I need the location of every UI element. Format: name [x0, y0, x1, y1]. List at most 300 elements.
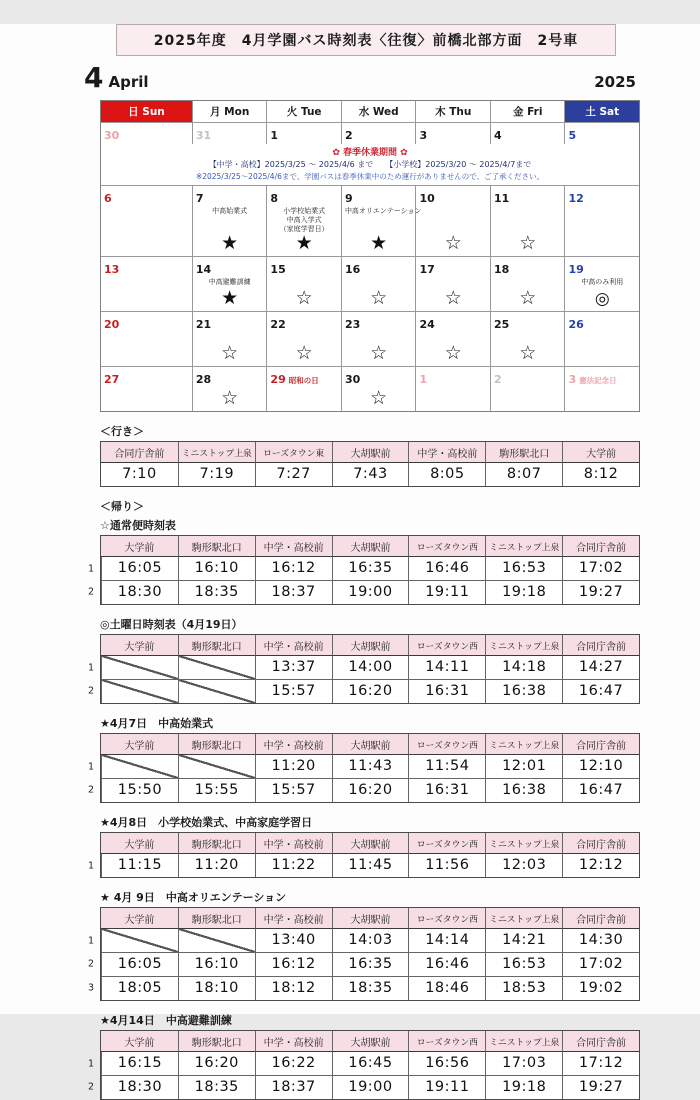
timetable-header-cell: 大胡駅前	[332, 908, 409, 929]
calendar-date-line	[270, 124, 338, 143]
timetable-header-row	[101, 908, 639, 929]
time-cell: 14:14	[408, 929, 485, 952]
calendar-day-cell	[490, 367, 565, 411]
timetable-header-cell: 駒形駅北口	[178, 635, 255, 656]
spring-break-title: ✿ 春季休業期間 ✿	[332, 148, 408, 158]
time-cell: 14:03	[332, 929, 409, 952]
time-cell: 16:46	[408, 952, 485, 976]
time-cell: 16:35	[332, 952, 409, 976]
timetable-header-cell: ローズタウン西	[408, 833, 485, 854]
timetable-header-cell: 大胡駅前	[332, 536, 409, 557]
timetable-section-label: ＜帰り＞	[100, 500, 144, 514]
calendar-header-row	[101, 101, 639, 122]
calendar-date-line	[196, 368, 264, 387]
calendar-day-cell	[490, 312, 565, 366]
calendar-week-row-2	[101, 185, 639, 256]
calendar-date-line	[494, 258, 562, 277]
calendar	[100, 100, 640, 412]
calendar-day-cell	[101, 257, 192, 311]
timetable-header-cell: 合同庁舎前	[562, 635, 639, 656]
timetable-header-cell: 大胡駅前	[332, 833, 409, 854]
calendar-date: 8	[270, 192, 279, 205]
calendar-date: 23	[344, 318, 361, 332]
calendar-date-line	[196, 313, 264, 332]
calendar-date-line	[104, 313, 189, 332]
time-cell: 15:55	[178, 778, 255, 802]
document-title: 2025年度 4月学園バス時刻表〈往復〉前橋北部方面 2号車	[116, 24, 616, 56]
row-number: 3	[88, 982, 95, 994]
timetable-header-cell: 合同庁舎前	[562, 1031, 639, 1052]
time-cell: 19:02	[562, 976, 639, 1000]
timetable-row	[88, 1075, 639, 1099]
content-area	[82, 24, 640, 1100]
calendar-date: 3	[419, 129, 428, 142]
time-cell: 16:53	[485, 557, 562, 580]
time-cell: 11:22	[255, 854, 332, 877]
calendar-day-note	[568, 278, 636, 287]
timetable-header-cell: 大学前	[101, 1031, 178, 1052]
timetable-row	[88, 580, 639, 604]
timetable-title: ★4月14日 中高避難訓練	[100, 1014, 232, 1028]
time-cell: 18:46	[408, 976, 485, 1000]
calendar-date-line	[270, 313, 338, 332]
time-cell: 16:10	[178, 557, 255, 580]
timetable-header-cell: ミニストップ上泉	[485, 908, 562, 929]
time-cell: 7:27	[255, 463, 332, 486]
calendar-day-cell	[101, 123, 192, 144]
calendar-date-line	[494, 124, 562, 143]
timetable-header-cell: 中学・高校前	[255, 635, 332, 656]
time-cell: 19:27	[562, 1075, 639, 1099]
calendar-date-line	[104, 258, 189, 277]
calendar-date-line	[419, 368, 487, 387]
calendar-day-note	[196, 278, 264, 287]
time-cell: 14:27	[562, 656, 639, 679]
weekday-header-sun: 日 Sun	[101, 101, 192, 122]
calendar-day-cell	[192, 123, 267, 144]
timetable-header-cell: 中学・高校前	[255, 1031, 332, 1052]
timetable-header-cell: ミニストップ上泉	[485, 734, 562, 755]
timetable	[88, 733, 640, 803]
open-star-icon: ☆	[295, 287, 313, 310]
time-cell: 16:10	[178, 952, 255, 976]
timetable-header-cell: 大学前	[101, 734, 178, 755]
time-cell: 14:18	[485, 656, 562, 679]
calendar-date: 15	[270, 263, 286, 277]
calendar-day-cell	[192, 257, 267, 311]
time-cell: 18:30	[101, 580, 178, 604]
open-star-icon: ☆	[519, 287, 537, 310]
spring-break-notice	[101, 144, 639, 185]
empty-slash-cell	[178, 679, 255, 703]
calendar-date-line	[270, 258, 338, 277]
calendar-date-line	[494, 187, 562, 206]
time-cell: 18:30	[101, 1075, 178, 1099]
time-cell: 16:05	[101, 557, 178, 580]
calendar-date: 29	[270, 373, 286, 387]
calendar-day-cell	[341, 257, 416, 311]
timetable-header-cell: ローズタウン西	[408, 1031, 485, 1052]
timetable-header-cell: 中学・高校前	[255, 908, 332, 929]
filled-star-icon: ★	[295, 232, 313, 255]
timetable-header-cell: 合同庁舎前	[562, 908, 639, 929]
timetable-header-row	[101, 442, 639, 463]
timetable-block-4	[82, 715, 640, 803]
calendar-date: 17	[419, 263, 435, 277]
calendar-date-line	[345, 124, 413, 143]
double-circle-icon: ◎	[594, 289, 610, 310]
open-star-icon: ☆	[221, 387, 239, 410]
filled-star-icon: ★	[370, 232, 388, 255]
calendar-day-note-line: 中高始業式	[212, 207, 248, 215]
calendar-day-cell	[266, 312, 341, 366]
calendar-date: 31	[195, 129, 212, 142]
time-cell: 18:53	[485, 976, 562, 1000]
calendar-day-cell	[564, 367, 639, 411]
timetable-header-cell: 中学・高校前	[255, 833, 332, 854]
time-cell: 16:12	[255, 952, 332, 976]
timetable-row	[88, 854, 639, 877]
calendar-date-line	[196, 258, 264, 277]
time-cell: 16:56	[408, 1052, 485, 1075]
time-cell: 18:35	[332, 976, 409, 1000]
time-cell: 17:03	[485, 1052, 562, 1075]
calendar-date-line	[345, 187, 413, 206]
time-cell: 18:05	[101, 976, 178, 1000]
timetable-block-6	[82, 889, 640, 1001]
time-cell: 14:00	[332, 656, 409, 679]
calendar-day-note-line: 中高避難訓練	[208, 278, 251, 287]
calendar-day-cell	[341, 123, 416, 144]
time-cell: 11:54	[408, 755, 485, 778]
calendar-week-row-4	[101, 311, 639, 366]
calendar-date: 26	[568, 318, 584, 332]
timetable-row	[88, 952, 639, 976]
row-number: 1	[88, 935, 95, 947]
calendar-day-note	[270, 207, 338, 234]
row-number: 2	[88, 1081, 95, 1093]
weekday-header-sat: 土 Sat	[564, 101, 639, 122]
timetable-header-cell: 駒形駅北口	[485, 442, 562, 463]
time-cell: 18:35	[178, 580, 255, 604]
calendar-day-note	[344, 207, 422, 216]
time-cell: 13:37	[255, 656, 332, 679]
timetable-header-cell: 大胡駅前	[332, 1031, 409, 1052]
timetable-header-cell: 大胡駅前	[332, 635, 409, 656]
timetable-header-cell: 大胡駅前	[332, 734, 409, 755]
timetable-header-cell: 大学前	[562, 442, 639, 463]
time-cell: 12:03	[485, 854, 562, 877]
timetable	[88, 634, 640, 704]
calendar-date: 24	[419, 318, 435, 332]
calendar-date-line	[419, 124, 487, 143]
calendar-date: 25	[493, 318, 510, 332]
open-star-icon: ☆	[370, 287, 388, 310]
time-cell: 8:07	[485, 463, 562, 486]
calendar-day-cell	[266, 367, 341, 411]
timetable-header-row	[101, 536, 639, 557]
timetable-header-cell: 駒形駅北口	[178, 734, 255, 755]
open-star-icon: ☆	[444, 342, 462, 365]
scanned-timetable-page	[0, 24, 700, 1096]
calendar-day-cell	[415, 123, 490, 144]
calendar-date: 21	[195, 318, 212, 332]
calendar-holiday-label: 憲法記念日	[579, 376, 617, 386]
time-cell: 15:57	[255, 778, 332, 802]
calendar-week-row-3	[101, 256, 639, 311]
calendar-date: 2	[493, 373, 502, 387]
calendar-date-line	[270, 187, 338, 206]
month-header	[84, 61, 640, 94]
timetable	[100, 441, 640, 487]
timetable-header-row	[101, 734, 639, 755]
timetable-header-cell: ローズタウン西	[408, 536, 485, 557]
time-cell: 19:00	[332, 580, 409, 604]
timetable-header-cell: 大学前	[101, 536, 178, 557]
weekday-header-tue: 火 Tue	[266, 101, 341, 122]
timetable-title: ★4月7日 中高始業式	[100, 717, 214, 731]
time-cell: 16:46	[408, 557, 485, 580]
time-cell: 11:20	[255, 755, 332, 778]
time-cell: 14:21	[485, 929, 562, 952]
time-cell: 16:35	[332, 557, 409, 580]
open-star-icon: ☆	[519, 342, 537, 365]
open-star-icon: ☆	[370, 342, 388, 365]
timetable-header-cell: ローズタウン西	[408, 908, 485, 929]
calendar-day-cell	[415, 186, 490, 256]
calendar-date: 7	[195, 192, 204, 205]
time-cell: 12:12	[562, 854, 639, 877]
time-cell: 16:31	[408, 778, 485, 802]
calendar-day-cell	[564, 123, 639, 144]
timetable-header-cell: 駒形駅北口	[178, 1031, 255, 1052]
timetable-block-7	[82, 1012, 640, 1100]
calendar-date-line	[494, 313, 562, 332]
calendar-date: 9	[344, 192, 353, 205]
calendar-dates-grid	[101, 257, 639, 311]
calendar-day-cell	[415, 312, 490, 366]
calendar-date: 3	[568, 373, 577, 387]
calendar-day-cell	[192, 367, 267, 411]
timetable-header-cell: ローズタウン東	[255, 442, 332, 463]
row-number: 1	[88, 761, 95, 773]
time-cell: 16:15	[101, 1052, 178, 1075]
calendar-date-line	[568, 313, 636, 332]
empty-slash-cell	[101, 929, 178, 952]
calendar-day-cell	[415, 367, 490, 411]
calendar-date: 20	[104, 318, 120, 332]
calendar-day-cell	[192, 186, 267, 256]
calendar-dates-strip	[101, 123, 639, 144]
calendar-day-cell	[415, 257, 490, 311]
timetable-header-cell: 中学・高校前	[408, 442, 485, 463]
calendar-day-cell	[490, 123, 565, 144]
calendar-date: 2	[344, 129, 353, 142]
calendar-day-cell	[490, 257, 565, 311]
timetable-header-cell: ローズタウン西	[408, 734, 485, 755]
calendar-day-note-line: 中高のみ利用	[581, 278, 624, 287]
timetable	[88, 535, 640, 605]
calendar-date-line	[196, 187, 264, 206]
calendar-day-cell	[266, 186, 341, 256]
timetable-header-cell: 合同庁舎前	[562, 734, 639, 755]
calendar-day-cell	[101, 312, 192, 366]
row-number: 2	[88, 958, 95, 970]
timetable-header-cell: ローズタウン西	[408, 635, 485, 656]
calendar-dates-grid	[101, 367, 639, 411]
calendar-day-cell	[266, 123, 341, 144]
spring-break-dates: 【中学・高校】2025/3/25 ～ 2025/4/6 まで 【小学校】2025/3/20 ～ 2025/4/7まで	[208, 160, 532, 169]
spring-break-warning: ※2025/3/25～2025/4/6まで、学園バスは春季休業中のため運行がありませんので、ご了承ください。	[195, 172, 545, 181]
timetable-header-cell: ミニストップ上泉	[485, 833, 562, 854]
row-number: 1	[88, 563, 95, 575]
open-star-icon: ☆	[444, 287, 462, 310]
time-cell: 19:27	[562, 580, 639, 604]
calendar-date: 18	[493, 263, 510, 277]
open-star-icon: ☆	[295, 342, 313, 365]
weekday-header-wed: 水 Wed	[341, 101, 416, 122]
time-cell: 17:02	[562, 557, 639, 580]
calendar-date: 19	[568, 263, 584, 277]
timetable-header-cell: 合同庁舎前	[101, 442, 178, 463]
calendar-date-line	[568, 187, 636, 206]
time-cell: 19:18	[485, 580, 562, 604]
calendar-date: 5	[568, 129, 577, 142]
row-number: 2	[88, 784, 95, 796]
time-cell: 19:00	[332, 1075, 409, 1099]
time-cell: 18:37	[255, 1075, 332, 1099]
calendar-date-line	[419, 187, 487, 206]
row-number: 2	[88, 685, 95, 697]
time-cell: 11:15	[101, 854, 178, 877]
timetable-header-row	[101, 635, 639, 656]
time-cell: 19:11	[408, 1075, 485, 1099]
calendar-week-row-1	[101, 122, 639, 185]
time-cell: 16:05	[101, 952, 178, 976]
time-cell: 11:56	[408, 854, 485, 877]
time-cell: 16:53	[485, 952, 562, 976]
open-star-icon: ☆	[519, 232, 537, 255]
time-cell: 12:01	[485, 755, 562, 778]
time-cell: 16:20	[178, 1052, 255, 1075]
time-cell: 18:35	[178, 1075, 255, 1099]
calendar-date-line	[345, 258, 413, 277]
timetable-header-cell: 駒形駅北口	[178, 833, 255, 854]
calendar-date: 1	[419, 373, 428, 387]
calendar-date-line	[419, 258, 487, 277]
filled-star-icon: ★	[221, 287, 239, 310]
open-star-icon: ☆	[221, 342, 239, 365]
timetable	[88, 1030, 640, 1100]
calendar-date: 4	[493, 129, 502, 142]
calendar-date: 1	[270, 129, 279, 142]
calendar-date-line	[104, 368, 189, 387]
calendar-dates-grid	[101, 312, 639, 366]
empty-slash-cell	[178, 656, 255, 679]
timetable-row	[88, 929, 639, 952]
empty-slash-cell	[178, 755, 255, 778]
calendar-date: 10	[419, 192, 435, 205]
time-cell: 7:10	[122, 466, 157, 483]
timetable-header-cell: 合同庁舎前	[562, 536, 639, 557]
row-number: 1	[88, 1058, 95, 1070]
timetable-row	[88, 679, 639, 703]
calendar-date-line	[345, 313, 413, 332]
timetable-row	[88, 778, 639, 802]
calendar-date-line	[568, 368, 636, 387]
time-cell: 18:37	[255, 580, 332, 604]
time-cell: 17:02	[562, 952, 639, 976]
calendar-date: 13	[104, 263, 120, 277]
timetable-row	[88, 656, 639, 679]
calendar-date: 22	[270, 318, 286, 332]
month-name: April	[108, 73, 149, 91]
timetable-header-cell: 大学前	[101, 635, 178, 656]
time-cell: 13:40	[255, 929, 332, 952]
timetable-header-cell: 大学前	[101, 833, 178, 854]
calendar-date: 30	[344, 373, 361, 387]
calendar-holiday-label: 昭和の日	[288, 376, 319, 386]
calendar-day-cell	[490, 186, 565, 256]
timetable-header-cell: ミニストップ上泉	[485, 1031, 562, 1052]
time-cell: 16:47	[562, 778, 639, 802]
calendar-date: 14	[195, 263, 212, 277]
calendar-day-cell	[192, 312, 267, 366]
time-cell: 17:12	[562, 1052, 639, 1075]
calendar-day-note-line: 中高オリエンテーション	[344, 207, 422, 215]
calendar-date: 16	[344, 263, 361, 277]
time-cell: 11:43	[332, 755, 409, 778]
calendar-date-line	[568, 258, 636, 277]
calendar-date: 11	[493, 192, 510, 205]
calendar-day-cell	[341, 367, 416, 411]
calendar-day-note-line: 中高入学式	[286, 216, 322, 225]
timetable-header-cell: ミニストップ上泉	[485, 536, 562, 557]
empty-slash-cell	[101, 679, 178, 703]
time-cell: 19:18	[485, 1075, 562, 1099]
time-cell: 16:45	[332, 1052, 409, 1075]
time-cell: 8:12	[562, 463, 639, 486]
calendar-day-cell	[101, 186, 192, 256]
calendar-dates-grid	[101, 186, 639, 256]
time-cell: 15:50	[101, 778, 178, 802]
timetable-header-cell: 大学前	[101, 908, 178, 929]
timetable-row	[88, 557, 639, 580]
timetable-title: ◎土曜日時刻表（4月19日）	[100, 618, 243, 632]
time-cell: 18:10	[178, 976, 255, 1000]
time-cell: 16:12	[255, 557, 332, 580]
timetable-title: ＜行き＞	[100, 425, 144, 439]
calendar-date: 12	[568, 192, 584, 205]
empty-slash-cell	[178, 929, 255, 952]
timetable-block-3	[82, 616, 640, 704]
weekday-header-mon: 月 Mon	[192, 101, 267, 122]
time-cell: 18:12	[255, 976, 332, 1000]
weekday-header-fri: 金 Fri	[490, 101, 565, 122]
timetable-block-5	[82, 814, 640, 878]
time-cell: 16:38	[485, 778, 562, 802]
timetable	[88, 832, 640, 878]
calendar-date-line	[104, 187, 189, 206]
time-cell: 7:43	[332, 463, 409, 486]
calendar-day-note	[196, 207, 264, 216]
time-cell: 11:20	[178, 854, 255, 877]
weekday-header-thu: 木 Thu	[415, 101, 490, 122]
row-number: 2	[88, 586, 95, 598]
calendar-date: 30	[104, 129, 120, 142]
timetable-row	[88, 976, 639, 1000]
calendar-day-note-line: 小学校始業式	[283, 207, 326, 215]
